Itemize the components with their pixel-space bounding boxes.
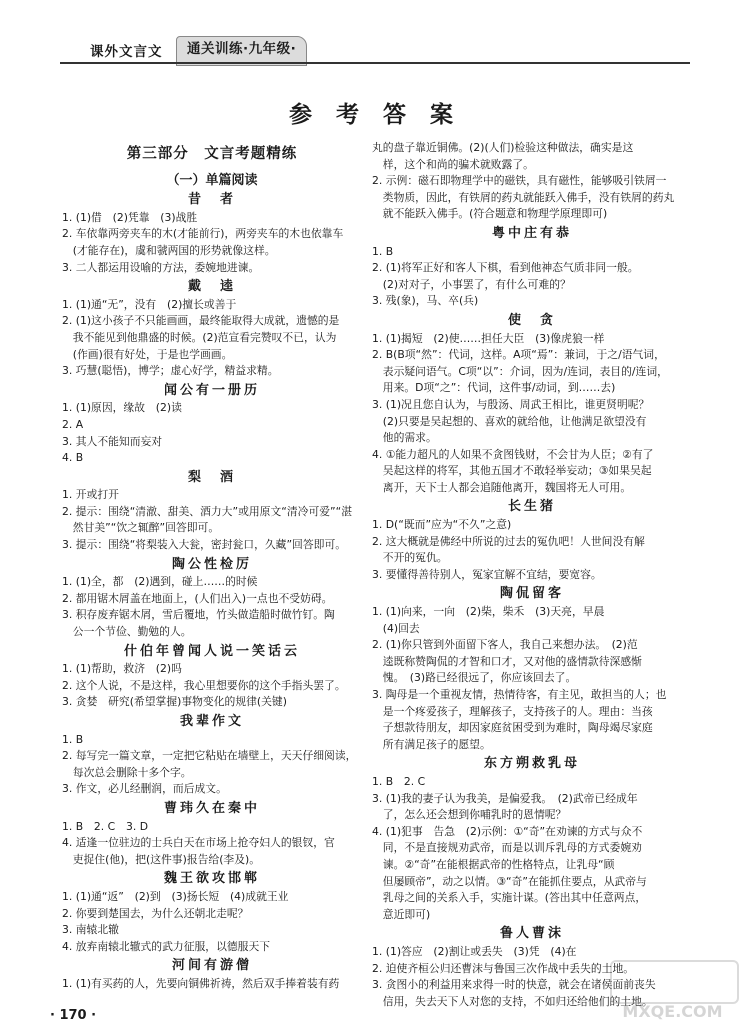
answer-line: 4. ①能力超凡的人如果不贪图钱财，不会甘为人臣；②有了 bbox=[372, 447, 654, 461]
answer-line: 乳母之间的关系入手，实施计谋。(答出其中任意两点， bbox=[372, 891, 647, 905]
answer-line: 2. 你要到楚国去，为什么还朝北走呢？ bbox=[62, 906, 249, 920]
answer-line: 逵既称赞陶侃的才智和口才，又对他的盛情款待深感惭 bbox=[372, 654, 642, 668]
answer-line: 愧。 (3)路已经很远了，你应该回去了。 bbox=[372, 671, 577, 685]
answer-line: (作画)很有好处，于是也学画画。 bbox=[62, 347, 233, 361]
answer-line: 3. 积存废弃锯木屑，雪后覆地，竹头做造船时做竹钉。陶 bbox=[62, 608, 335, 622]
passage-title: 鲁人曹沫 bbox=[499, 926, 564, 942]
answer-line: 3. 南辕北辙 bbox=[62, 923, 119, 937]
page-title: 参 考 答 案 bbox=[288, 102, 462, 128]
answer-line: 3. 残(象)，马、卒(兵) bbox=[372, 294, 479, 308]
answer-line: 1. (1)向来，一向 (2)柴，柴禾 (3)天亮，早晨 bbox=[372, 605, 605, 619]
answer-line: 2. B(B项“然”：代词，这样。A项“焉”：兼词，于之/语气词， bbox=[372, 348, 665, 362]
part-heading: 第三部分 文言考题精练 bbox=[126, 146, 298, 162]
answer-line: 用来。D项“之”：代词，这件事/动词，到……去) bbox=[372, 381, 616, 395]
answer-line: 公一个节俭、勤勉的人。 bbox=[62, 625, 192, 639]
answer-line: 1. (1)揭短 (2)使……担任大臣 (3)像虎狼一样 bbox=[372, 331, 605, 345]
answer-line: 1. (1)通“返” (2)到 (3)扬长短 (4)成就王业 bbox=[62, 889, 289, 903]
answer-line: (才能存在)，虞和虢两国的形势就像这样。 bbox=[62, 243, 276, 257]
answer-line: 2. 车依靠两旁夹车的木(才能前行)，两旁夹车的木也依靠车 bbox=[62, 227, 344, 241]
answer-line: 1. (1)通“无”，没有 (2)擅长或善于 bbox=[62, 297, 237, 311]
answer-line: 2. 这大概就是佛经中所说的过去的冤仇吧！人世间没有解 bbox=[372, 534, 645, 548]
answer-line: 3. 二人都运用设喻的方法，委婉地进谏。 bbox=[62, 260, 260, 274]
passage-title: 陶侃留客 bbox=[499, 586, 564, 602]
answer-line: 丸的盘子靠近铜佛。(2)(人们)检验这种做法，确实是这 bbox=[372, 141, 634, 154]
answer-line: 1. (1)帮助，救济 (2)吗 bbox=[62, 662, 182, 676]
answer-line: 1. (1)借 (2)凭靠 (3)战胜 bbox=[62, 210, 198, 224]
answer-line: 4. (1)犯事 告急 (2)示例：①“奇”在劝谏的方式与众不 bbox=[372, 824, 643, 838]
answer-line: 1. D(“既而”应为“不久”之意) bbox=[372, 518, 512, 532]
passage-title: 河间有游僧 bbox=[171, 958, 252, 974]
answer-line: (2)对对子，小事罢了，有什么可难的？ bbox=[372, 277, 571, 291]
answer-line: 3. 巧慧(聪悟)，博学；虚心好学，精益求精。 bbox=[62, 364, 279, 378]
passage-title: 闻公有一册历 bbox=[163, 382, 260, 398]
passage-title: 戴 逵 bbox=[187, 279, 236, 295]
running-header bbox=[60, 36, 690, 64]
left-column bbox=[62, 140, 362, 993]
passage-title: 曹玮久在秦中 bbox=[163, 800, 260, 816]
answer-line: 类物质，因此，有铁屑的药丸就能跃入佛手，没有铁屑的药丸 bbox=[372, 190, 675, 204]
book-title-tab: 通关训练·九年级· bbox=[176, 36, 307, 66]
answer-line: 3. 陶母是一个重视友情，热情待客，有主见，敢担当的人；也 bbox=[372, 688, 667, 701]
series-title: 课外文言文 bbox=[90, 44, 163, 60]
answer-line: 3. (1)我的妻子认为我美，是偏爱我。 (2)武帝已经成年 bbox=[372, 791, 638, 805]
answer-line: 2. 示例：磁石即物理学中的磁铁，具有磁性，能够吸引铁屑一 bbox=[372, 174, 667, 188]
answer-line: 同，不是直接规劝武帝，而是以训斥乳母的方式委婉劝 bbox=[372, 841, 642, 855]
answer-line: 信用，失去天下人对您的支持，不如归还给他们的土地。 bbox=[372, 994, 653, 1008]
answer-line: 2. (1)将军正好和客人下棋，看到他神态气质非同一般。 bbox=[372, 261, 639, 275]
answer-line: 表示疑问语气。C项“以”：介词，因为/连词，表目的/连词， bbox=[372, 364, 668, 378]
answer-line: 3. (1)况且您自认为，与殷汤、周武王相比，谁更贤明呢？ bbox=[372, 397, 650, 411]
answer-line: 谏。②“奇”在能根据武帝的性格特点，让乳母“顾 bbox=[372, 857, 615, 871]
passage-title: 陶公性检厉 bbox=[171, 556, 252, 572]
passage-title: 我辈作文 bbox=[179, 714, 244, 729]
answer-line: 3. 作文，必儿经删润，而后成文。 bbox=[62, 782, 227, 796]
answer-line: 不开的冤仇。 bbox=[372, 551, 448, 565]
answer-line: 2. 这个人说，不是这样，我心里想要你的这个手指头罢了。 bbox=[62, 678, 346, 692]
watermark-logo bbox=[610, 960, 735, 1020]
answer-line: 是一个疼爱孩子，理解孩子，支持孩子的人。理由：当孩 bbox=[372, 704, 653, 718]
header-rule bbox=[60, 62, 690, 64]
answer-line: 2. A bbox=[62, 417, 84, 431]
answer-line: 4. 适逢一位驻边的士兵白天在市场上抢夺妇人的银钗，官 bbox=[62, 836, 335, 850]
answer-line: 1. B bbox=[62, 732, 84, 746]
answer-line: 样，这个和尚的骗术就败露了。 bbox=[372, 157, 534, 171]
passage-title: 东方朔救乳母 bbox=[483, 756, 580, 772]
answer-line: 2. (1)你只管到外面留下客人，我自己来想办法。 (2)范 bbox=[372, 638, 638, 652]
answer-line: 3. 其人不能知而妄对 bbox=[62, 434, 163, 448]
answer-line: 他的需求。 bbox=[372, 431, 437, 445]
answer-line: 1. B 2. C bbox=[372, 774, 426, 788]
answer-line: 子想款待朋友，却因家庭贫困受到为难时，陶母竭尽家庭 bbox=[372, 721, 653, 735]
passage-title: 粤中庄有恭 bbox=[491, 225, 572, 241]
page-number: · 170 · bbox=[50, 1008, 97, 1023]
passage-title: 长生猪 bbox=[507, 499, 556, 515]
answer-line: 每次总会删除十多个字。 bbox=[62, 765, 192, 779]
answer-line: 1. 开或打开 bbox=[62, 488, 119, 502]
answer-line: 离开，天下士人都会追随他离开，魏国将无人可用。 bbox=[372, 480, 632, 494]
answer-line: 4. 放弃南辕北辙式的武力征服，以德服天下 bbox=[62, 939, 271, 953]
right-column bbox=[372, 140, 692, 1010]
answer-line: 就不能跃入佛手。(符合题意和物理学原理即可) bbox=[372, 207, 608, 221]
answer-line: 3. 贪图小的利益用来求得一时的快意，就会在诸侯面前丧失 bbox=[372, 978, 656, 992]
answer-line: 3. 要懂得善待别人，冤家宜解不宜结，要宽容。 bbox=[372, 567, 602, 581]
passage-title: 使 贪 bbox=[507, 312, 556, 328]
answer-line: 所有满足孩子的愿望。 bbox=[372, 737, 491, 751]
answer-line: 4. B bbox=[62, 451, 84, 465]
watermark-text: MXQE.COM bbox=[622, 1002, 723, 1021]
answer-line: 2. 迫使齐桓公归还曹沫与鲁国三次作战中丢失的土地。 bbox=[372, 961, 635, 975]
answer-line: 1. B 2. C 3. D bbox=[62, 819, 149, 833]
passage-title: 梨 酒 bbox=[187, 469, 236, 485]
answer-line: (2)只要是吴起想的、喜欢的就给他，让他满足欲望没有 bbox=[372, 414, 647, 428]
answer-line: 2. 都用锯木屑盖在地面上，(人们出入)一点也不受妨碍。 bbox=[62, 591, 333, 605]
answer-line: 3. 提示：围绕“将梨装入大瓮，密封瓮口，久藏”回答即可。 bbox=[62, 538, 347, 552]
answer-line: 了，怎么还会想到你哺乳时的恩情呢？ bbox=[372, 808, 567, 822]
answer-line: 1. (1)全，都 (2)遇到，碰上……的时候 bbox=[62, 575, 258, 589]
answer-line: 2. 每写完一篇文章，一定把它粘贴在墙壁上，天天仔细阅读， bbox=[62, 749, 357, 763]
passage-title: 什伯年曾闻人说一笑话云 bbox=[123, 643, 300, 659]
answer-line: 意近即可) bbox=[372, 907, 431, 921]
answer-line: 2. (1)这小孩子不只能画画，最终能取得大成就，遗憾的是 bbox=[62, 314, 340, 328]
answer-line: 1. (1)答应 (2)割让或丢失 (3)凭 (4)在 bbox=[372, 944, 577, 958]
answer-line: 2. 提示：围绕“清澈、甜美、酒力大”或用原文“清冷可爱”“湛 bbox=[62, 504, 353, 518]
passage-title: 魏王欲攻邯郸 bbox=[163, 871, 260, 887]
answer-line: 吴起这样的将军，其他五国才不敢轻举妄动；③如果吴起 bbox=[372, 464, 652, 478]
answer-line: (4)回去 bbox=[372, 621, 420, 635]
watermark-box bbox=[610, 960, 739, 1004]
answer-line: 吏捉住(他)，把(这件事)报告给(李及)。 bbox=[62, 852, 261, 866]
answer-line: 然甘美”“饮之辄醉”回答即可。 bbox=[62, 521, 220, 535]
answer-line: 我不能见到他鼎盛的时候。(2)范宣看完赞叹不已，认为 bbox=[62, 330, 337, 344]
answer-line: 1. (1)原因，缘故 (2)读 bbox=[62, 401, 182, 415]
answer-line: 但屡顾帝”，动之以情。③“奇”在能抓住要点，从武帝与 bbox=[372, 874, 647, 888]
passage-title: 昔 者 bbox=[187, 192, 236, 208]
answer-line: 1. (1)有买药的人，先要向铜佛祈祷，然后双手捧着装有药 bbox=[62, 976, 340, 990]
answer-line: 1. B bbox=[372, 244, 394, 258]
answer-line: 3. 贪婪 研究(希望掌握)事物变化的规律(关键) bbox=[62, 695, 287, 709]
section-heading: （一）单篇阅读 bbox=[166, 172, 258, 188]
